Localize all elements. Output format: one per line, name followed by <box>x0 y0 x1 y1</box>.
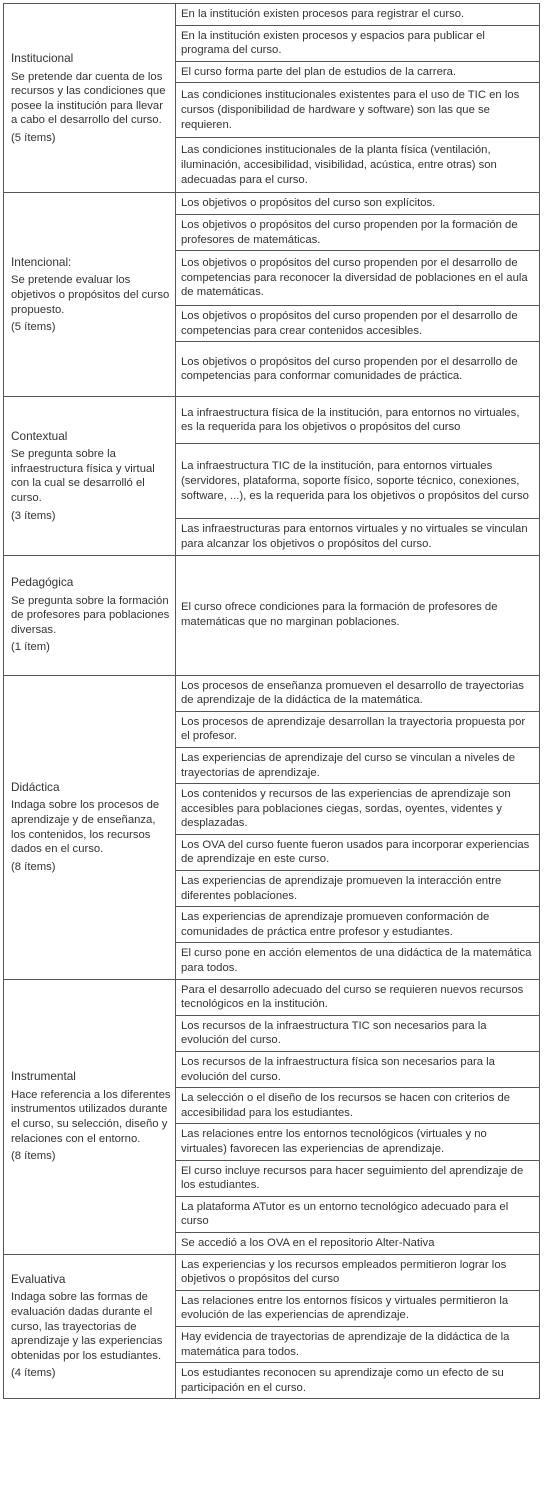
criterion-cell: Las experiencias de aprendizaje del curso se vinculan a niveles de trayectorias de aprendizaje. <box>176 747 540 783</box>
dimension-cell-intencional <box>4 193 176 397</box>
dimension-item-count: (8 ítems) <box>11 1150 56 1163</box>
criterion-cell: Los objetivos o propósitos del curso propenden por el desarrollo de competencias para crear contenidos accesibles. <box>176 306 540 342</box>
dimension-cell-pedagogica <box>4 555 176 675</box>
criterion-cell: Las experiencias y los recursos empleados permitieron lograr los objetivos o propósitos del curso <box>176 1254 540 1290</box>
table-row <box>4 979 540 1015</box>
criterion-cell: El curso pone en acción elementos de una didáctica de la matemática para todos. <box>176 943 540 979</box>
table-row <box>4 193 540 215</box>
dimension-description: Indaga sobre los procesos de aprendizaje y de enseñanza, los contenidos, los recursos dados en el curso. <box>11 799 160 856</box>
dimension-description: Indaga sobre las formas de evaluación dadas durante el curso, las trayectorias de aprendizaje y las experiencias obtenidas por los estudiantes. <box>11 1291 163 1362</box>
criterion-cell: Para el desarrollo adecuado del curso se requieren nuevos recursos tecnológicos en la institución. <box>176 979 540 1015</box>
dimension-cell-evaluativa <box>4 1254 176 1399</box>
dimension-description: Se pregunta sobre la formación de profesores para poblaciones diversas. <box>11 594 170 636</box>
criterion-cell: Los recursos de la infraestructura TIC son necesarios para la evolución del curso. <box>176 1015 540 1051</box>
criterion-cell: La infraestructura física de la institución, para entornos no virtuales, es la requerida para los objetivos o propósitos del curso <box>176 397 540 444</box>
criterion-cell: Hay evidencia de trayectorias de aprendizaje de la didáctica de la matemática para todos. <box>176 1326 540 1362</box>
criterion-cell: Los objetivos o propósitos del curso son explícitos. <box>176 193 540 215</box>
table-row <box>4 1254 540 1290</box>
criterion-cell: Los OVA del curso fuente fueron usados para incorporar experiencias de aprendizaje en este curso. <box>176 834 540 870</box>
criterion-cell: Los recursos de la infraestructura física son necesarios para la evolución del curso. <box>176 1052 540 1088</box>
criterion-cell: En la institución existen procesos y espacios para publicar el programa del curso. <box>176 25 540 61</box>
dimension-item-count: (3 ítems) <box>11 509 56 522</box>
dimension-cell-contextual <box>4 397 176 555</box>
dimension-title: Evaluativa <box>11 1271 66 1286</box>
criterion-cell: El curso ofrece condiciones para la formación de profesores de matemáticas que no marginan poblaciones. <box>176 555 540 675</box>
criterion-cell: El curso forma parte del plan de estudios de la carrera. <box>176 61 540 83</box>
dimension-description: Se pregunta sobre la infraestructura física y virtual con la cual se desarrolló el curso. <box>11 448 155 505</box>
criterion-cell: Las relaciones entre los entornos físicos y virtuales permitieron la evolución de las experiencias de aprendizaje. <box>176 1290 540 1326</box>
evaluation-criteria-table <box>3 3 540 1399</box>
dimension-item-count: (1 ítem) <box>11 641 50 654</box>
criterion-cell: Las relaciones entre los entornos tecnológicos (virtuales y no virtuales) favorecen las experiencias de aprendizaje. <box>176 1124 540 1160</box>
table-row <box>4 675 540 711</box>
table-row <box>4 555 540 675</box>
criterion-cell: Se accedió a los OVA en el repositorio Alter-Nativa <box>176 1232 540 1254</box>
dimension-title: Pedagógica <box>11 575 74 590</box>
criterion-cell: La selección o el diseño de los recursos se hacen con criterios de accesibilidad para los estudiantes. <box>176 1088 540 1124</box>
dimension-item-count: (5 ítems) <box>11 321 56 334</box>
dimension-description: Se pretende evaluar los objetivos o propósitos del curso propuesto. <box>11 274 170 316</box>
dimension-description: Hace referencia a los diferentes instrumentos utilizados durante el curso, su selección, diseño y relaciones con el entorno. <box>11 1088 171 1145</box>
dimension-cell-instrumental <box>4 979 176 1254</box>
table-row <box>4 4 540 26</box>
dimension-title: Didáctica <box>11 779 60 794</box>
dimension-item-count: (5 ítems) <box>11 131 56 144</box>
criterion-cell: En la institución existen procesos para registrar el curso. <box>176 4 540 26</box>
dimension-cell-didactica <box>4 675 176 979</box>
criterion-cell: Los procesos de enseñanza promueven el desarrollo de trayectorias de aprendizaje de la didáctica de la matemática. <box>176 675 540 711</box>
criterion-cell: Las condiciones institucionales de la planta física (ventilación, iluminación, accesibilidad, visibilidad, acústica, entre otras) son adecuadas para el curso. <box>176 138 540 193</box>
criterion-cell: Los objetivos o propósitos del curso propenden por el desarrollo de competencias para conformar comunidades de práctica. <box>176 342 540 397</box>
criterion-cell: La infraestructura TIC de la institución, para entornos virtuales (servidores, plataforma, soporte físico, soporte técnico, conexiones, software, ...), es la requerida para los objetivos o propósitos del curso <box>176 444 540 519</box>
criterion-cell: El curso incluye recursos para hacer seguimiento del aprendizaje de los estudiantes. <box>176 1160 540 1196</box>
dimension-title: Intencional: <box>11 254 72 269</box>
dimension-title: Instrumental <box>11 1069 76 1084</box>
criterion-cell: Las condiciones institucionales existentes para el uso de TIC en los cursos (disponibilidad de hardware y software) son las que se requieren. <box>176 83 540 138</box>
dimension-item-count: (8 ítems) <box>11 860 56 873</box>
dimension-description: Se pretende dar cuenta de los recursos y las condiciones que posee la institución para llevar a cabo el desarrollo del curso. <box>11 70 166 127</box>
criterion-cell: Los objetivos o propósitos del curso propenden por la formación de profesores de matemáticas. <box>176 214 540 250</box>
dimension-item-count: (4 ítems) <box>11 1367 56 1380</box>
criterion-cell: Las experiencias de aprendizaje promueven la interacción entre diferentes poblaciones. <box>176 871 540 907</box>
criterion-cell: Los estudiantes reconocen su aprendizaje como un efecto de su participación en el curso. <box>176 1363 540 1399</box>
table-row <box>4 397 540 444</box>
dimension-cell-institucional <box>4 4 176 193</box>
criterion-cell: Los procesos de aprendizaje desarrollan la trayectoria propuesta por el profesor. <box>176 711 540 747</box>
criterion-cell: Los objetivos o propósitos del curso propenden por el desarrollo de competencias para reconocer la diversidad de poblaciones en el aula de matemáticas. <box>176 251 540 306</box>
criterion-cell: La plataforma ATutor es un entorno tecnológico adecuado para el curso <box>176 1196 540 1232</box>
dimension-title: Institucional <box>11 50 74 65</box>
criterion-cell: Las experiencias de aprendizaje promueven conformación de comunidades de práctica entre profesor y estudiantes. <box>176 907 540 943</box>
criterion-cell: Los contenidos y recursos de las experiencias de aprendizaje son accesibles para poblaciones ciegas, sordas, oyentes, videntes y desplazadas. <box>176 784 540 835</box>
criterion-cell: Las infraestructuras para entornos virtuales y no virtuales se vinculan para alcanzar los objetivos o propósitos del curso. <box>176 519 540 555</box>
dimension-title: Contextual <box>11 428 68 443</box>
